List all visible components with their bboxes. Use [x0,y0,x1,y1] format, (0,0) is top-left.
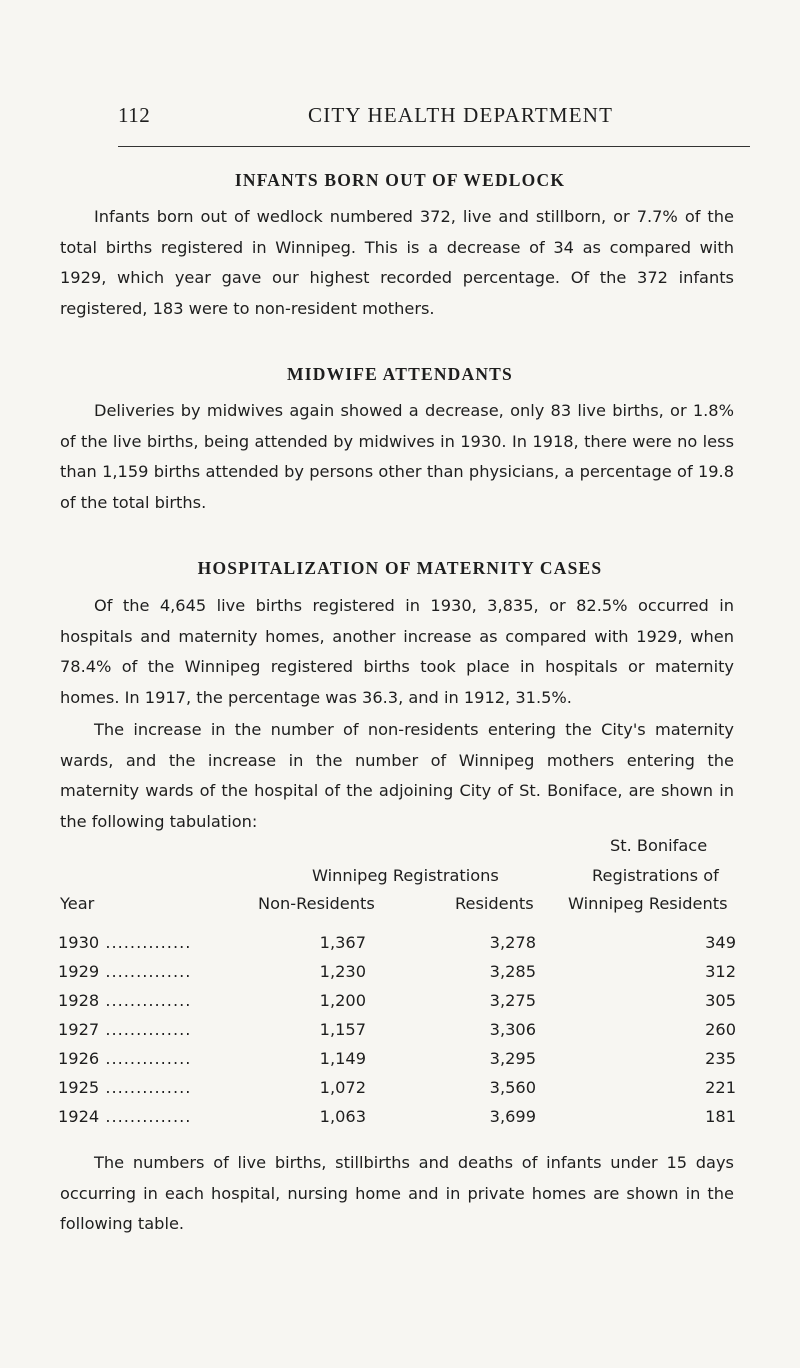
paragraph-tabulation-intro [60,715,734,837]
paragraph-closing [60,1148,734,1240]
year-cell [58,986,218,1015]
year-value: 1930 [58,933,100,952]
table-row [58,986,768,1015]
section-title-midwife: MIDWIFE ATTENDANTS [287,364,513,384]
year-cell [58,1044,218,1073]
residents-cell: 3,306 [489,1020,536,1039]
st-boniface-cell: 305 [705,991,736,1010]
col-group-winnipeg: Winnipeg Registrations [312,866,499,885]
table-row [58,1102,768,1131]
header-rule [118,146,750,147]
section-title-hospitalization: HOSPITALIZATION OF MATERNITY CASES [197,558,603,578]
paragraph-hospitalization [60,591,734,713]
running-head: CITY HEALTH DEPARTMENT [308,103,614,127]
paragraph-wedlock [60,202,734,324]
leader-dots: .............. [99,933,192,952]
paragraph-text: Of the 4,645 live births registered in 1930, 3,835, or 82.5% occurred in hospitals and maternity homes, another increase as compared with 1929, when 78.4% of the Winnipeg registered births took place in hospitals or maternity homes. In 1917, the percentage was 36.3, and in 1912, 31.5%. [60,596,734,707]
st-boniface-cell: 235 [705,1049,736,1068]
col-header-residents: Residents [455,894,534,913]
paragraph-midwife [60,396,734,518]
year-cell [58,957,218,986]
leader-dots: .............. [99,962,192,981]
year-value: 1924 [58,1107,100,1126]
col-group-st-boniface: St. Boniface [610,836,708,855]
residents-cell: 3,278 [489,933,536,952]
table-row [58,928,768,957]
st-boniface-cell: 349 [705,933,736,952]
st-boniface-cell: 260 [705,1020,736,1039]
col-group-registrations-of: Registrations of [592,866,719,885]
col-header-non-residents: Non-Residents [258,894,375,913]
non-residents-cell: 1,072 [319,1078,366,1097]
paragraph-text: The numbers of live births, stillbirths and deaths of infants under 15 days occurring in each hospital, nursing home and in private homes are shown in the following table. [60,1153,734,1233]
paragraph-text: The increase in the number of non-residents entering the City's maternity wards, and the increase in the number of Winnipeg mothers entering the maternity wards of the hospital of the adjoining City of St. Boniface, are shown in the following tabulation: [60,720,734,831]
residents-cell: 3,285 [489,962,536,981]
leader-dots: .............. [99,991,192,1010]
col-header-winnipeg-residents: Winnipeg Residents [568,894,728,913]
leader-dots: .............. [99,1020,192,1039]
residents-cell: 3,275 [489,991,536,1010]
page-header [118,103,750,143]
year-cell [58,1073,218,1102]
section-title-wedlock: INFANTS BORN OUT OF WEDLOCK [234,170,566,190]
paragraph-text: Infants born out of wedlock numbered 372, live and stillborn, or 7.7% of the total births registered in Winnipeg. This is a decrease of 34 as compared with 1929, which year gave our highest recorded percentage. Of the 372 infants registered, 183 were to non-resident mothers. [60,207,734,318]
residents-cell: 3,295 [489,1049,536,1068]
st-boniface-cell: 181 [705,1107,736,1126]
table-row [58,957,768,986]
registrations-table [58,928,768,1131]
leader-dots: .............. [99,1107,192,1126]
table-row [58,1044,768,1073]
year-value: 1928 [58,991,100,1010]
leader-dots: .............. [99,1049,192,1068]
year-value: 1927 [58,1020,100,1039]
st-boniface-cell: 312 [705,962,736,981]
residents-cell: 3,560 [489,1078,536,1097]
non-residents-cell: 1,367 [319,933,366,952]
non-residents-cell: 1,200 [319,991,366,1010]
non-residents-cell: 1,063 [319,1107,366,1126]
year-value: 1929 [58,962,100,981]
non-residents-cell: 1,157 [319,1020,366,1039]
table-row [58,1073,768,1102]
year-cell [58,1015,218,1044]
residents-cell: 3,699 [489,1107,536,1126]
paragraph-text: Deliveries by midwives again showed a decrease, only 83 live births, or 1.8% of the live births, being attended by midwives in 1930. In 1918, there were no less than 1,159 births attended by persons other than physicians, a percentage of 19.8 of the total births. [60,401,734,512]
non-residents-cell: 1,149 [319,1049,366,1068]
st-boniface-cell: 221 [705,1078,736,1097]
page-number: 112 [118,103,151,127]
year-cell [58,928,218,957]
leader-dots: .............. [99,1078,192,1097]
year-value: 1926 [58,1049,100,1068]
non-residents-cell: 1,230 [319,962,366,981]
table-row [58,1015,768,1044]
year-cell [58,1102,218,1131]
col-header-year: Year [60,894,95,913]
year-value: 1925 [58,1078,100,1097]
